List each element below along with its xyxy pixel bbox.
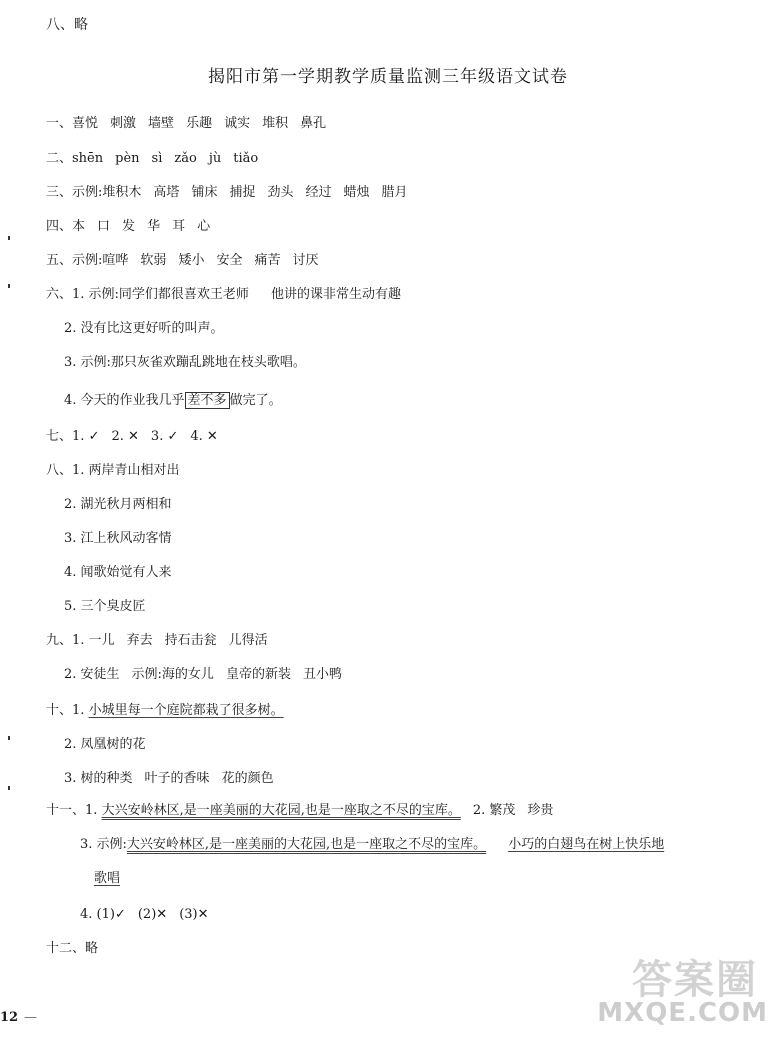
q7-line <box>46 428 218 446</box>
q9-item: 1. 一儿 <box>72 633 115 648</box>
page-dash: — <box>24 1010 37 1025</box>
q8-line-1 <box>46 462 180 480</box>
q8-line-5: 5. 三个臭皮匠 <box>64 599 146 614</box>
q3-item: 蜡烛 <box>343 185 370 200</box>
q3-item: 高塔 <box>153 185 180 200</box>
q6-line-2: 2. 没有比这更好听的叫声。 <box>64 321 224 336</box>
q6-label: 六、 <box>46 287 73 302</box>
q9-line-1 <box>46 632 268 650</box>
scan-dot <box>8 736 10 740</box>
q8-sentence: 1. 两岸青山相对出 <box>72 463 180 478</box>
q11-line-4 <box>80 906 209 924</box>
scan-dot <box>8 786 10 790</box>
page-number: 12 <box>0 1010 19 1025</box>
q8-line-4: 4. 闻歌始觉有人来 <box>64 565 172 580</box>
q2-label: 二、 <box>46 151 73 166</box>
watermark <box>588 948 768 1034</box>
q6-sentence: 1. 示例:同学们都很喜欢王老师 <box>72 287 249 302</box>
q9-item: 儿得活 <box>228 633 268 648</box>
q2-pinyin: pèn <box>115 151 140 166</box>
q10-line-1 <box>46 702 284 720</box>
check-icon: ✓ <box>167 429 179 444</box>
q1-item: 乐趣 <box>186 116 213 131</box>
q9-label: 九、 <box>46 633 73 648</box>
q4-item: 耳 <box>172 219 186 234</box>
q8-label: 八、 <box>46 463 73 478</box>
cross-icon: ✕ <box>128 429 139 444</box>
q5-item: 喧哗 <box>102 253 129 268</box>
q7-num: 3. <box>150 429 168 444</box>
q3-line <box>46 184 408 202</box>
q1-item: 墙壁 <box>148 116 175 131</box>
q11-item: 2. 繁茂 <box>472 803 516 818</box>
q5-item: 矮小 <box>178 253 205 268</box>
q5-item: 安全 <box>216 253 243 268</box>
q3-item: 堆积木 <box>102 185 142 200</box>
cross-icon: ✕ <box>156 907 168 922</box>
q11-line-1 <box>46 802 553 820</box>
q1-item: 诚实 <box>224 116 251 131</box>
q6-sentence: 做完了。 <box>229 393 282 408</box>
q2-line <box>46 150 270 168</box>
q9-line-2 <box>64 666 342 684</box>
scan-dot <box>8 284 10 288</box>
q7-label: 七、 <box>46 429 73 444</box>
q9-item: 弃去 <box>126 633 153 648</box>
q10-num: 1. <box>72 703 89 718</box>
q1-label: 一、 <box>46 116 73 131</box>
q1-item: 喜悦 <box>72 116 99 131</box>
q5-line <box>46 252 319 270</box>
q9-item: 皇帝的新装 <box>225 667 291 682</box>
q1-line <box>46 115 326 133</box>
q4-item: 口 <box>97 219 111 234</box>
q6-line-3: 3. 示例:那只灰雀欢蹦乱跳地在枝头歌唱。 <box>64 355 306 370</box>
q3-label: 三、 <box>46 185 73 200</box>
q2-pinyin: shēn <box>72 151 104 166</box>
q6-boxed-word: 差不多 <box>185 392 230 409</box>
q5-label: 五、 <box>46 253 73 268</box>
q10-label: 十、 <box>46 703 73 718</box>
q9-item: 持石击瓮 <box>164 633 217 648</box>
q2-pinyin: zǎo <box>174 151 197 166</box>
q2-pinyin: jù <box>208 151 222 166</box>
q6-line-1 <box>46 286 401 304</box>
q7-num: 2. <box>111 429 129 444</box>
check-icon: ✓ <box>88 429 100 444</box>
q12-label: 十二、 <box>46 941 86 956</box>
q12-text: 略 <box>85 941 99 956</box>
q11-answer: 小巧的白翅鸟在树上快乐地 <box>508 837 665 852</box>
q3-item: 腊月 <box>381 185 408 200</box>
q11-label: 十一、 <box>46 803 86 818</box>
q5-item: 痛苦 <box>254 253 281 268</box>
q12-line <box>46 940 98 958</box>
q6-sentence: 4. 今天的作业我几乎 <box>64 393 185 408</box>
q11-line-3b <box>94 870 120 888</box>
q3-prefix: 示例: <box>72 185 103 200</box>
q10-line-2: 2. 凤凰树的花 <box>64 737 146 752</box>
q3-item: 捕捉 <box>229 185 256 200</box>
q4-label: 四、 <box>46 219 73 234</box>
q11-num: 1. <box>85 803 102 818</box>
cross-icon: ✕ <box>206 429 218 444</box>
q9-item: 2. 安徒生 <box>64 667 120 682</box>
q11-underlined-sentence: 大兴安岭林区,是一座美丽的大花园,也是一座取之不尽的宝库。 <box>101 803 461 818</box>
q5-item: 讨厌 <box>292 253 319 268</box>
q2-pinyin: tiǎo <box>233 151 259 166</box>
q11-item: 珍贵 <box>527 803 554 818</box>
q3-item: 劲头 <box>267 185 294 200</box>
q3-item: 铺床 <box>191 185 218 200</box>
q4-item: 发 <box>122 219 136 234</box>
watermark-url: MXQE.COM <box>597 998 768 1028</box>
scan-dot <box>8 236 10 240</box>
q9-item: 示例:海的女儿 <box>131 667 214 682</box>
q11-answer: 歌唱 <box>94 871 121 886</box>
q10-item: 叶子的香味 <box>144 771 210 786</box>
q11-underlined-sentence: 大兴安岭林区,是一座美丽的大花园,也是一座取之不尽的宝库。 <box>126 837 487 852</box>
q10-item: 3. 树的种类 <box>64 771 133 786</box>
q4-item: 本 <box>72 219 86 234</box>
q5-item: 软弱 <box>140 253 167 268</box>
q11-num: (2) <box>137 907 157 922</box>
q11-line-3 <box>80 836 664 854</box>
q1-item: 刺激 <box>110 116 137 131</box>
check-icon: ✓ <box>114 907 126 922</box>
q4-item: 心 <box>197 219 211 234</box>
q6-sentence: 他讲的课非常生动有趣 <box>270 287 401 302</box>
q4-line <box>46 218 210 236</box>
q5-prefix: 示例: <box>72 253 103 268</box>
q6-line-4 <box>64 392 282 410</box>
q9-item: 丑小鸭 <box>302 667 342 682</box>
top-note: 八、略 <box>46 17 88 33</box>
watermark-logo: 答案圈 <box>632 957 758 1003</box>
q1-item: 鼻孔 <box>300 116 327 131</box>
q3-item: 经过 <box>305 185 332 200</box>
q10-line-3 <box>64 770 274 788</box>
q11-num: 3. 示例: <box>80 837 127 852</box>
q7-num: 1. <box>72 429 89 444</box>
page-title: 揭阳市第一学期教学质量监测三年级语文试卷 <box>208 67 568 87</box>
q7-num: 4. <box>190 429 207 444</box>
q10-underlined-sentence: 小城里每一个庭院都栽了很多树。 <box>88 703 284 718</box>
q11-num: (3) <box>179 907 198 922</box>
q8-line-3: 3. 江上秋风动客情 <box>64 531 172 546</box>
cross-icon: ✕ <box>197 907 209 922</box>
q8-line-2: 2. 湖光秋月两相和 <box>64 497 172 512</box>
q1-item: 堆积 <box>262 116 289 131</box>
q11-num: 4. (1) <box>80 907 115 922</box>
q4-item: 华 <box>147 219 161 234</box>
q10-item: 花的颜色 <box>221 771 274 786</box>
q2-pinyin: sì <box>151 151 163 166</box>
